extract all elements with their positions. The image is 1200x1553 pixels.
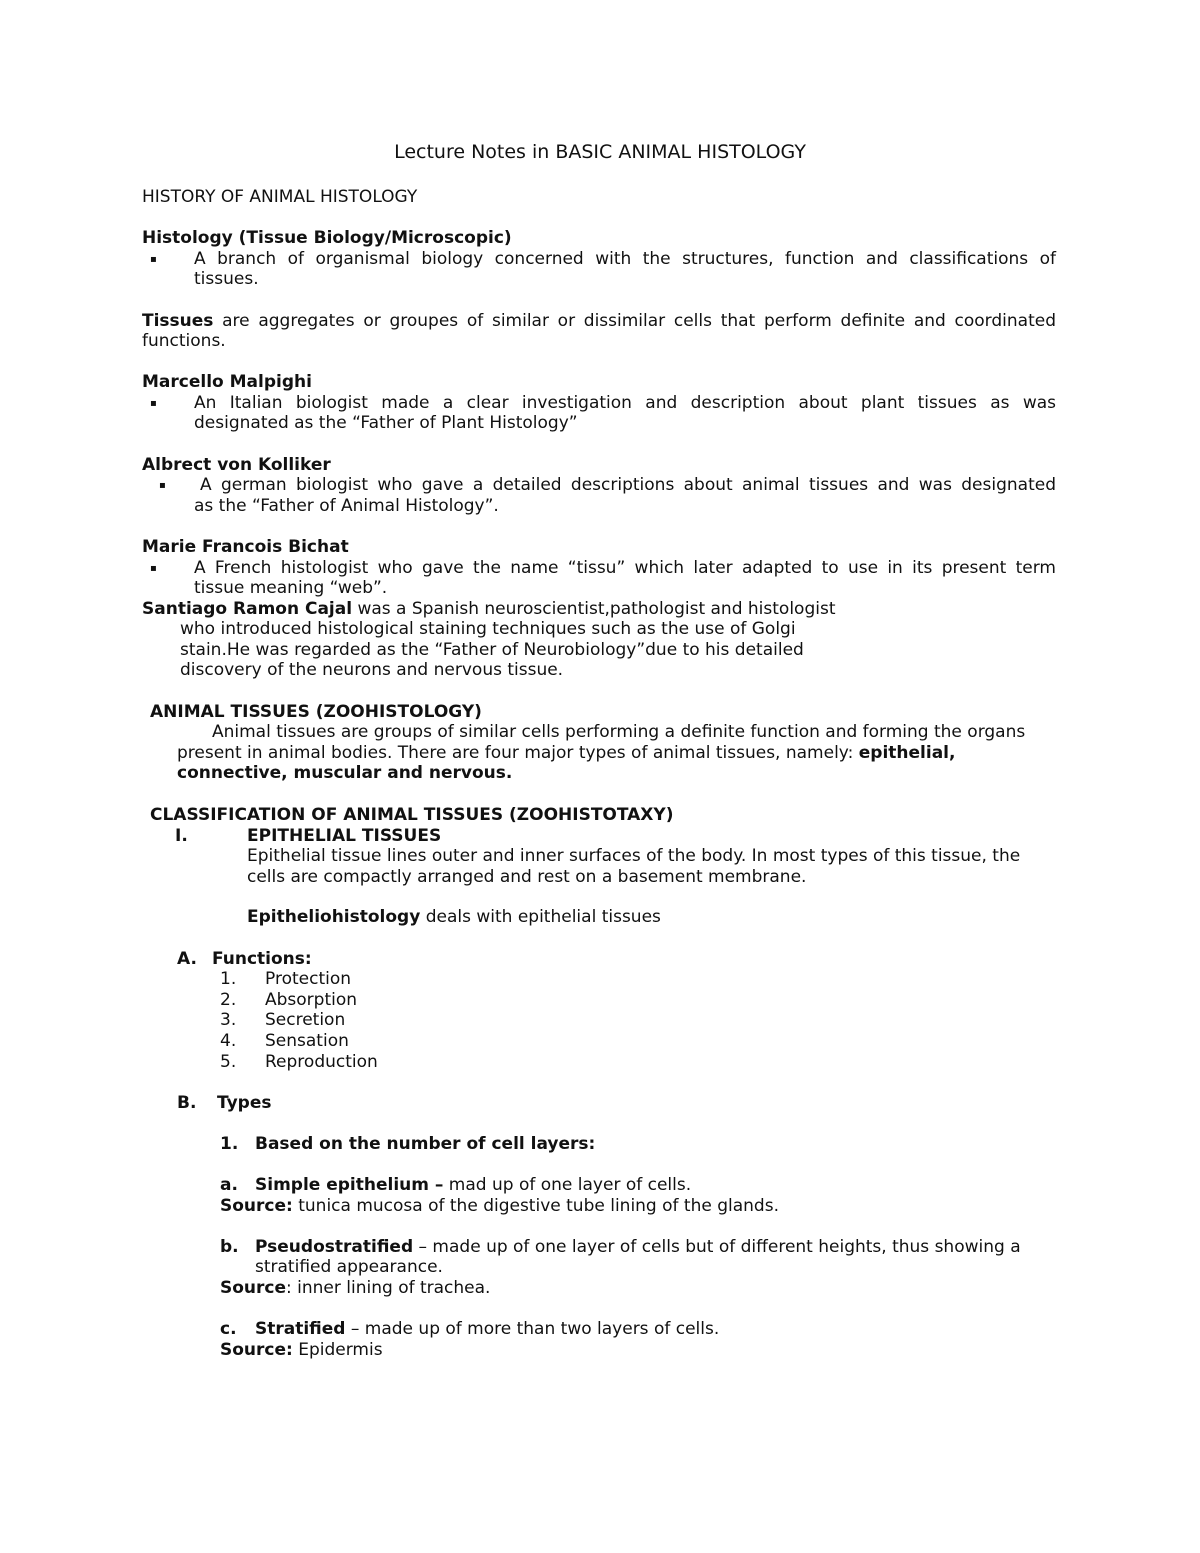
animal-tissues-line2-bold: epithelial,: [858, 743, 956, 763]
tissues-line1: [142, 311, 1056, 331]
stratified-label: c.: [220, 1319, 237, 1339]
classification-numeral: I.: [175, 826, 188, 846]
simple-source: [220, 1196, 779, 1216]
pseudo-source-label: Source: [220, 1278, 287, 1298]
pseudo-desc: – made up of one layer of cells but of different heights, thus showing a: [413, 1237, 1021, 1257]
bichat-line1: A French histologist who gave the name “tissu” which later adapted to use in its present term: [194, 558, 1056, 578]
types-sub-num: 1.: [220, 1134, 239, 1154]
tissues-line2: functions.: [142, 331, 226, 351]
simple-source-label: Source:: [220, 1196, 293, 1216]
kolliker-line2: as the “Father of Animal Histology”.: [194, 496, 499, 516]
cajal-name: Santiago Ramon Cajal: [142, 599, 353, 619]
malpighi-line2: designated as the “Father of Plant Histology”: [194, 413, 578, 433]
stratified-line: [255, 1319, 719, 1339]
animal-tissues-line2: [177, 743, 955, 763]
functions-heading: Functions:: [212, 949, 312, 969]
kolliker-name: Albrect von Kolliker: [142, 455, 331, 475]
simple-label: a.: [220, 1175, 238, 1195]
stratified-term: Stratified: [255, 1319, 346, 1339]
pseudo-line: [255, 1237, 1021, 1257]
histology-line2: tissues.: [194, 269, 259, 289]
cajal-line3: stain.He was regarded as the “Father of Neurobiology”due to his detailed: [180, 640, 804, 660]
bullet-icon: ▪: [150, 254, 157, 265]
animal-tissues-line2-text: present in animal bodies. There are four major types of animal tissues, namely:: [177, 743, 859, 763]
tissues-line1-rest: are aggregates or groupes of similar or dissimilar cells that perform definite and coordinated: [213, 311, 1056, 331]
simple-line: [255, 1175, 691, 1195]
types-label: B.: [177, 1093, 197, 1113]
stratified-desc: – made up of more than two layers of cells.: [345, 1319, 720, 1339]
epithelial-heading: EPITHELIAL TISSUES: [247, 826, 442, 846]
function-item: Absorption: [265, 990, 358, 1010]
bullet-icon: ▪: [150, 563, 157, 574]
simple-desc: mad up of one layer of cells.: [443, 1175, 692, 1195]
types-heading: Types: [217, 1093, 272, 1113]
stratified-source-text: Epidermis: [292, 1340, 383, 1360]
function-item: Protection: [265, 969, 352, 989]
functions-label: A.: [177, 949, 197, 969]
function-num: 3.: [220, 1010, 237, 1030]
simple-term: Simple epithelium –: [255, 1175, 444, 1195]
pseudo-desc2: stratified appearance.: [255, 1257, 443, 1277]
simple-source-text: tunica mucosa of the digestive tube lining of the glands.: [292, 1196, 779, 1216]
page-title: Lecture Notes in BASIC ANIMAL HISTOLOGY: [394, 141, 806, 163]
pseudo-label: b.: [220, 1237, 239, 1257]
pseudo-source-text: : inner lining of trachea.: [286, 1278, 491, 1298]
stratified-source: [220, 1340, 383, 1360]
stratified-source-label: Source:: [220, 1340, 293, 1360]
pseudo-source: [220, 1278, 490, 1298]
function-item: Secretion: [265, 1010, 346, 1030]
animal-tissues-line1: Animal tissues are groups of similar cells performing a definite function and forming the organs: [212, 722, 1026, 742]
histology-term: Histology (Tissue Biology/Microscopic): [142, 228, 512, 248]
epitheliohistology-line: [247, 907, 661, 927]
epithelial-line1: Epithelial tissue lines outer and inner surfaces of the body. In most types of this tissue, the: [247, 846, 1021, 866]
function-item: Reproduction: [265, 1052, 378, 1072]
function-num: 1.: [220, 969, 237, 989]
animal-tissues-line3: connective, muscular and nervous.: [177, 763, 513, 783]
pseudo-term: Pseudostratified: [255, 1237, 414, 1257]
epithelial-line2: cells are compactly arranged and rest on a basement membrane.: [247, 867, 807, 887]
malpighi-name: Marcello Malpighi: [142, 372, 312, 392]
kolliker-line1: A german biologist who gave a detailed descriptions about animal tissues and was designated: [200, 475, 1056, 495]
histology-line1: A branch of organismal biology concerned with the structures, function and classifications of: [194, 249, 1056, 269]
function-num: 2.: [220, 990, 237, 1010]
history-heading: HISTORY OF ANIMAL HISTOLOGY: [142, 187, 418, 207]
cajal-line4: discovery of the neurons and nervous tissue.: [180, 660, 564, 680]
function-num: 4.: [220, 1031, 237, 1051]
epitheliohistology-term: Epitheliohistology: [247, 907, 421, 927]
malpighi-line1: An Italian biologist made a clear investigation and description about plant tissues as was: [194, 393, 1056, 413]
bullet-icon: ▪: [150, 398, 157, 409]
function-num: 5.: [220, 1052, 237, 1072]
bichat-line2: tissue meaning “web”.: [194, 578, 388, 598]
bichat-name: Marie Francois Bichat: [142, 537, 349, 557]
cajal-line2: who introduced histological staining techniques such as the use of Golgi: [180, 619, 796, 639]
classification-heading: CLASSIFICATION OF ANIMAL TISSUES (ZOOHISTOTAXY): [150, 805, 674, 825]
types-sub-heading: Based on the number of cell layers:: [255, 1134, 596, 1154]
function-item: Sensation: [265, 1031, 349, 1051]
cajal-line1: [142, 599, 835, 619]
epitheliohistology-rest: deals with epithelial tissues: [420, 907, 661, 927]
bullet-icon: ▪: [159, 480, 166, 491]
animal-tissues-heading: ANIMAL TISSUES (ZOOHISTOLOGY): [150, 702, 482, 722]
tissues-term: Tissues: [142, 311, 214, 331]
cajal-line1-rest: was a Spanish neuroscientist,pathologist and histologist: [352, 599, 836, 619]
